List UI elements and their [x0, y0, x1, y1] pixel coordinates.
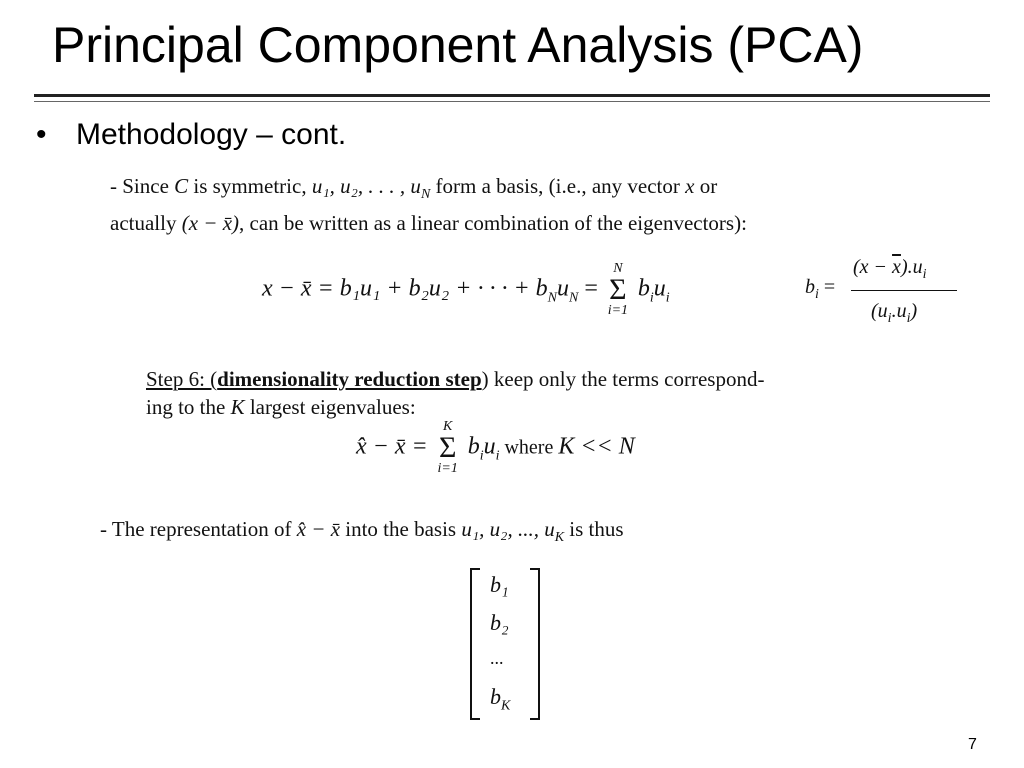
title-rule — [34, 94, 990, 97]
paragraph-representation: - The representation of x̂ − x̄ into the basis u₁, u₂, ..., $u_K$ is thus — [100, 517, 624, 546]
equation-expansion: x − x̄ = b₁u₁ + b₂u₂ + · · · + $b_Nu_N$ = N Σ i=1 $b_iu_i$ — [262, 261, 670, 318]
left-bracket — [470, 568, 480, 720]
vector-entry: b₂ — [490, 610, 509, 635]
right-bracket — [530, 568, 540, 720]
vector-entry: b₁ — [490, 572, 509, 597]
page-number: 7 — [968, 736, 977, 753]
paragraph-basis — [110, 172, 940, 237]
equation-reduction: x̂ − x̄ = K Σ i=1 $b_iu_i$ where K << N — [356, 419, 635, 476]
paragraph-step6-line1: Step 6: (dimensionality reduction step) keep only the terms correspond- — [146, 367, 765, 391]
bullet-text: Methodology – cont. — [76, 118, 347, 151]
paragraph-basis-line2: actually (x − x̄), can be written as a linear combination of the eigenvectors): — [110, 211, 747, 236]
summation-symbol: N Σ i=1 — [607, 261, 629, 318]
paragraph-step6-line2: ing to the K largest eigenvalues: — [146, 395, 416, 419]
summation-symbol: K Σ i=1 — [437, 419, 458, 476]
title-rule-thin — [34, 101, 990, 102]
fraction-numerator: $(x - \overline{x}).u_i$ — [853, 256, 927, 282]
slide-title: Principal Component Analysis (PCA) — [52, 17, 864, 73]
paragraph-step6 — [146, 365, 926, 421]
coefficient-lhs: $b_i$ = — [805, 276, 836, 302]
fraction-denominator: $(u_i.u_i)$ — [871, 300, 918, 326]
vector-ellipsis: ... — [490, 648, 504, 668]
fraction-bar — [851, 290, 957, 291]
coefficient-vector — [470, 568, 540, 718]
bullet-glyph: • — [36, 118, 47, 151]
paragraph-basis-line1: - Since C is symmetric, u₁, u₂, . . . , $u_N$ form a basis, (i.e., any vector x or — [110, 174, 718, 203]
vector-entry-last: $b_K$ — [490, 684, 511, 714]
